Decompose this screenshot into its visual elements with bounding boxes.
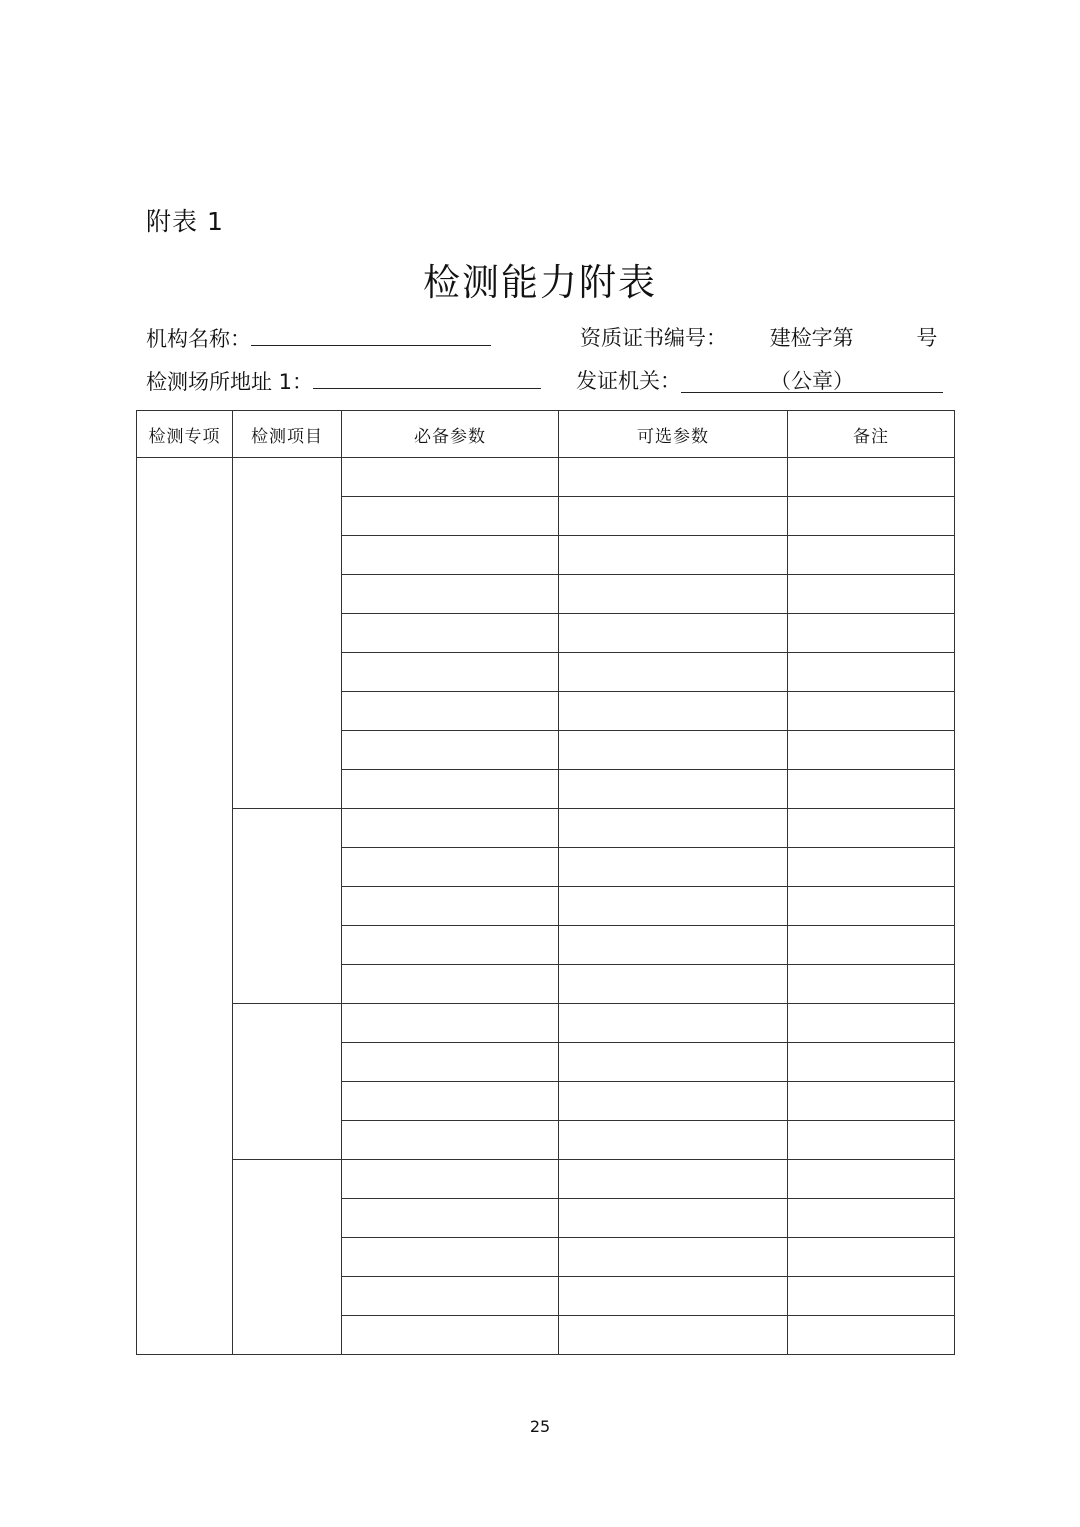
optional-param-cell[interactable] <box>559 1160 788 1199</box>
required-param-cell[interactable] <box>342 809 559 848</box>
required-param-cell[interactable] <box>342 1316 559 1355</box>
specialty-cell[interactable] <box>137 458 233 1355</box>
required-param-cell[interactable] <box>342 965 559 1004</box>
required-param-cell[interactable] <box>342 575 559 614</box>
optional-param-cell[interactable] <box>559 848 788 887</box>
required-param-cell[interactable] <box>342 653 559 692</box>
required-param-cell[interactable] <box>342 1160 559 1199</box>
remark-cell[interactable] <box>788 1160 955 1199</box>
optional-param-cell[interactable] <box>559 1043 788 1082</box>
site-address-row <box>146 366 541 397</box>
optional-param-cell[interactable] <box>559 1316 788 1355</box>
remark-cell[interactable] <box>788 575 955 614</box>
issuer-label: 发证机关： <box>576 369 681 393</box>
required-param-cell[interactable] <box>342 887 559 926</box>
optional-param-cell[interactable] <box>559 965 788 1004</box>
col-header-remarks: 备注 <box>788 411 955 458</box>
required-param-cell[interactable] <box>342 770 559 809</box>
required-param-cell[interactable] <box>342 848 559 887</box>
remark-cell[interactable] <box>788 1082 955 1121</box>
item-cell[interactable] <box>233 1004 342 1160</box>
optional-param-cell[interactable] <box>559 1238 788 1277</box>
org-name-blank[interactable] <box>251 323 491 346</box>
cert-no-row <box>580 323 937 353</box>
table-row <box>137 458 955 497</box>
required-param-cell[interactable] <box>342 1121 559 1160</box>
page-number: 25 <box>529 1417 551 1436</box>
optional-param-cell[interactable] <box>559 1199 788 1238</box>
optional-param-cell[interactable] <box>559 653 788 692</box>
required-param-cell[interactable] <box>342 692 559 731</box>
optional-param-cell[interactable] <box>559 731 788 770</box>
col-header-specialty: 检测专项 <box>137 411 233 458</box>
issuer-blank[interactable] <box>681 370 943 393</box>
item-cell[interactable] <box>233 809 342 1004</box>
org-name-label: 机构名称： <box>146 327 251 351</box>
remark-cell[interactable] <box>788 770 955 809</box>
required-param-cell[interactable] <box>342 1004 559 1043</box>
cert-no-label: 资质证书编号： <box>580 326 727 350</box>
optional-param-cell[interactable] <box>559 536 788 575</box>
issuer-row <box>576 366 943 396</box>
optional-param-cell[interactable] <box>559 575 788 614</box>
remark-cell[interactable] <box>788 1043 955 1082</box>
table-header-row <box>137 411 955 458</box>
remark-cell[interactable] <box>788 653 955 692</box>
required-param-cell[interactable] <box>342 1277 559 1316</box>
required-param-cell[interactable] <box>342 1082 559 1121</box>
remark-cell[interactable] <box>788 1316 955 1355</box>
remark-cell[interactable] <box>788 887 955 926</box>
remark-cell[interactable] <box>788 458 955 497</box>
optional-param-cell[interactable] <box>559 614 788 653</box>
remark-cell[interactable] <box>788 536 955 575</box>
table-body <box>137 458 955 1355</box>
remark-cell[interactable] <box>788 692 955 731</box>
required-param-cell[interactable] <box>342 1238 559 1277</box>
optional-param-cell[interactable] <box>559 1277 788 1316</box>
remark-cell[interactable] <box>788 731 955 770</box>
table-row <box>137 809 955 848</box>
optional-param-cell[interactable] <box>559 692 788 731</box>
appendix-label: 附表 1 <box>146 207 224 236</box>
required-param-cell[interactable] <box>342 926 559 965</box>
optional-param-cell[interactable] <box>559 926 788 965</box>
cert-no-suffix: 号 <box>916 326 938 350</box>
remark-cell[interactable] <box>788 848 955 887</box>
optional-param-cell[interactable] <box>559 1082 788 1121</box>
remark-cell[interactable] <box>788 809 955 848</box>
item-cell[interactable] <box>233 458 342 809</box>
optional-param-cell[interactable] <box>559 458 788 497</box>
optional-param-cell[interactable] <box>559 809 788 848</box>
remark-cell[interactable] <box>788 1004 955 1043</box>
optional-param-cell[interactable] <box>559 1004 788 1043</box>
remark-cell[interactable] <box>788 497 955 536</box>
site-address-label: 检测场所地址 1： <box>146 370 314 394</box>
required-param-cell[interactable] <box>342 458 559 497</box>
required-param-cell[interactable] <box>342 731 559 770</box>
site-address-blank[interactable] <box>313 366 541 389</box>
optional-param-cell[interactable] <box>559 1121 788 1160</box>
document-title: 检测能力附表 <box>423 261 657 304</box>
seal-text: （公章） <box>770 369 854 393</box>
col-header-item: 检测项目 <box>233 411 342 458</box>
remark-cell[interactable] <box>788 965 955 1004</box>
required-param-cell[interactable] <box>342 1043 559 1082</box>
col-header-required-params: 必备参数 <box>342 411 559 458</box>
required-param-cell[interactable] <box>342 536 559 575</box>
cert-no-prefix: 建检字第 <box>769 326 854 350</box>
required-param-cell[interactable] <box>342 1199 559 1238</box>
remark-cell[interactable] <box>788 1121 955 1160</box>
remark-cell[interactable] <box>788 1238 955 1277</box>
required-param-cell[interactable] <box>342 614 559 653</box>
required-param-cell[interactable] <box>342 497 559 536</box>
col-header-optional-params: 可选参数 <box>559 411 788 458</box>
optional-param-cell[interactable] <box>559 770 788 809</box>
remark-cell[interactable] <box>788 926 955 965</box>
optional-param-cell[interactable] <box>559 497 788 536</box>
table-row <box>137 1160 955 1199</box>
remark-cell[interactable] <box>788 1199 955 1238</box>
capability-table <box>136 410 955 1355</box>
item-cell[interactable] <box>233 1160 342 1355</box>
org-name-row <box>146 323 491 354</box>
table-row <box>137 1004 955 1043</box>
remark-cell[interactable] <box>788 1277 955 1316</box>
remark-cell[interactable] <box>788 614 955 653</box>
optional-param-cell[interactable] <box>559 887 788 926</box>
